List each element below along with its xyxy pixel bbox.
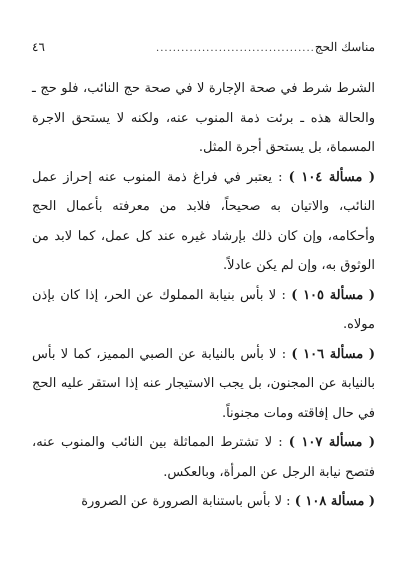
issue-label: ( مسألة ١٠٧ )	[288, 435, 375, 450]
issue-text: : لا بأس باستنابة الصرورة عن الصرورة	[81, 494, 295, 509]
issue-106	[32, 340, 375, 429]
issue-text: : لا بأس بنيابة المملوك عن الحر، إذا كان بإذن مولاه.	[32, 287, 375, 332]
issue-text: : لا بأس بالنيابة عن الصبي المميز، كما لا بأس بالنيابة عن المجنون، بل يجب الاستيجار عنه إذا استقر عليه الحج في حال إفاقته ومات مجنوناً.	[32, 346, 375, 421]
page-body	[32, 74, 375, 517]
issue-text: : يعتبر في فراغ ذمة المنوب عنه إحراز عمل النائب، والاتيان به صحيحاً، فلابد من معرفته بأعمال الحج وأحكامه، وإن كان ذلك بإرشاد غيره عند كل عمل، كما لابد من الوثوق به، وإن لم يكن عادلاً.	[32, 169, 375, 273]
running-title: مناسك الحج	[314, 40, 375, 54]
issue-label: ( مسألة ١٠٦ )	[291, 346, 375, 362]
issue-105	[32, 281, 375, 340]
page-header	[32, 36, 375, 58]
issue-108	[32, 487, 375, 517]
issue-label: ( مسألة ١٠٤ )	[288, 169, 375, 185]
issue-label: ( مسألة ١٠٨ )	[294, 494, 375, 509]
book-page	[32, 36, 375, 517]
issue-label: ( مسألة ١٠٥ )	[291, 287, 376, 303]
issue-107	[32, 428, 375, 487]
paragraph-continuation	[32, 74, 375, 163]
header-leader-dots: ......................................	[156, 43, 315, 54]
paragraph-text: الشرط شرط في صحة الإجارة لا في صحة حج النائب، فلو حج ـ والحالة هذه ـ برئت ذمة المنوب عنه، ولكنه لا يستحق الاجرة المسماة، بل يستحق أجرة المثل.	[32, 81, 375, 155]
page-number: ٤٦	[32, 40, 45, 54]
issue-104	[32, 163, 375, 281]
issue-text: : لا تشترط المماثلة بين النائب والمنوب عنه، فتصح نيابة الرجل عن المرأة، وبالعكس.	[32, 435, 375, 480]
